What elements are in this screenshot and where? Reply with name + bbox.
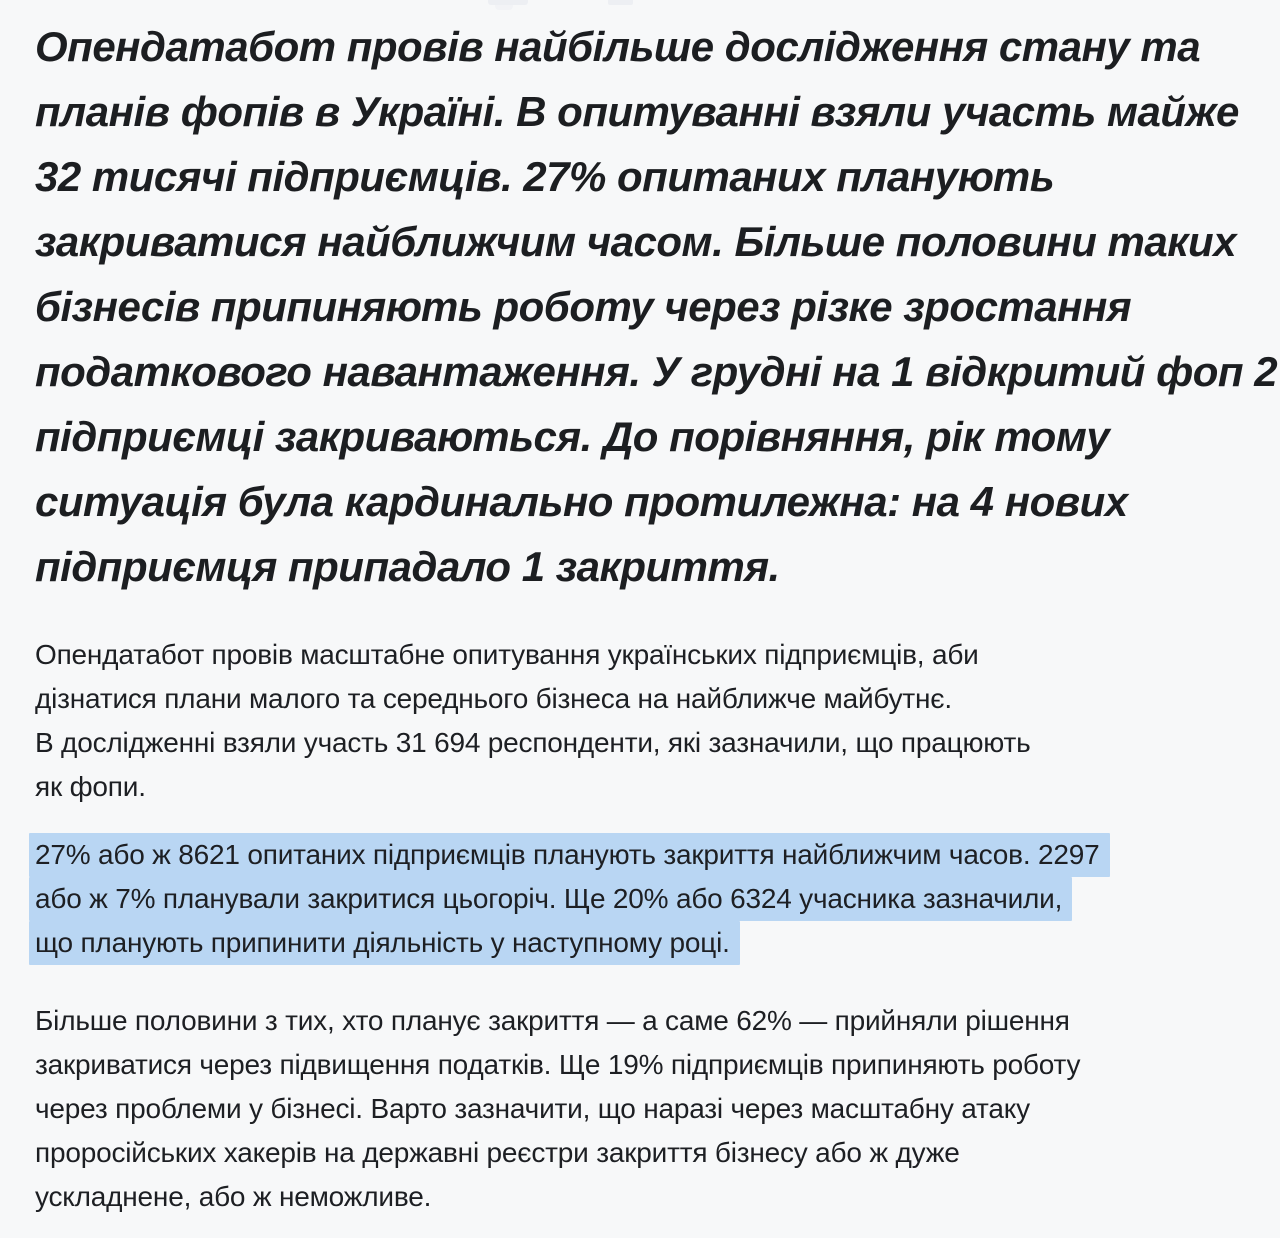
highlighted-line: або ж 7% планували закритися цьогоріч. Ще 20% або 6324 учасника зазначили, xyxy=(29,877,1072,921)
lede-line: податкового навантаження. У грудні на 1 відкритий фоп 2 xyxy=(35,348,1278,395)
paragraph-closure-reasons xyxy=(35,999,1245,1219)
paragraph-intro xyxy=(35,633,1245,809)
article-lede xyxy=(35,14,1278,599)
paragraph-line: ускладнене, або ж неможливе. xyxy=(35,1181,432,1212)
lede-line: Опендатабот провів найбільше дослідження стану та xyxy=(35,23,1201,70)
lede-line: закриватися найближчим часом. Більше половини таких xyxy=(35,218,1237,265)
paragraph-line: як фопи. xyxy=(35,771,146,802)
lede-line: планів фопів в Україні. В опитуванні взяли участь майже xyxy=(35,88,1239,135)
lede-line: підприємця припадало 1 закриття. xyxy=(35,543,780,590)
paragraph-line: Більше половини з тих, хто планує закриття — а саме 62% — прийняли рішення xyxy=(35,1005,1070,1036)
lede-line: підприємці закриваються. До порівняння, рік тому xyxy=(35,413,1110,460)
cutoff-artifact-2 xyxy=(495,5,513,10)
lede-line: ситуація була кардинально протилежна: на 4 нових xyxy=(35,478,1128,525)
lede-line: бізнесів припиняють роботу через різке зростання xyxy=(35,283,1132,330)
cutoff-artifact-3 xyxy=(608,0,633,5)
paragraph-line: проросійських хакерів на державні реєстри закриття бізнесу або ж дуже xyxy=(35,1137,960,1168)
paragraph-line: через проблеми у бізнесі. Варто зазначити, що наразі через масштабну атаку xyxy=(35,1093,1030,1124)
paragraph-line: Опендатабот провів масштабне опитування українських підприємців, аби xyxy=(35,639,979,670)
paragraph-line: закриватися через підвищення податків. Ще 19% підприємців припиняють роботу xyxy=(35,1049,1081,1080)
paragraph-closure-stats-highlighted xyxy=(35,833,1245,965)
paragraph-line: В дослідженні взяли участь 31 694 респонденти, які зазначили, що працюють xyxy=(35,727,1031,758)
lede-line: 32 тисячі підприємців. 27% опитаних планують xyxy=(35,153,1055,200)
paragraph-line: дізнатися плани малого та середнього бізнеса на найближче майбутнє. xyxy=(35,683,952,714)
highlighted-line: 27% або ж 8621 опитаних підприємців планують закриття найближчим часов. 2297 xyxy=(29,833,1110,877)
highlighted-line: що планують припинити діяльність у наступному році. xyxy=(29,921,740,965)
